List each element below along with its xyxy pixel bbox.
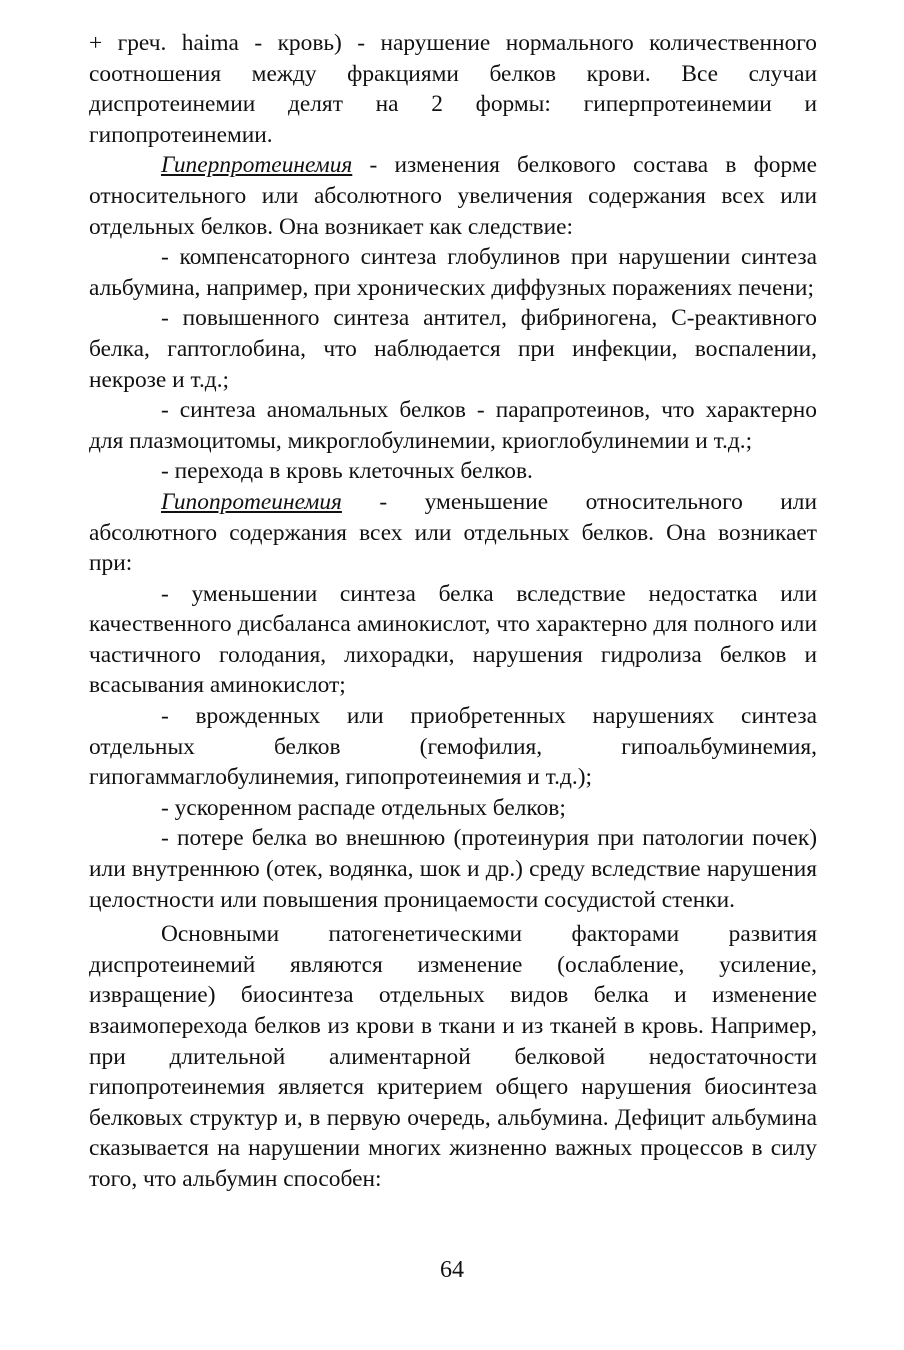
list-item-congenital-disorders: - врожденных или приобретенных нарушениях синтеза отдельных белков (гемофилия, гипоальбуминемия, гипогаммаглобулинемия, гипопротеинемия и т.д.); [89, 703, 817, 791]
paragraph-hyperproteinemia [89, 150, 817, 242]
page-number: 64 [440, 1257, 464, 1283]
list-item-increased-synthesis: - повышенного синтеза антител, фибриногена, С-реактивного белка, гаптоглобина, что наблюдается при инфекции, воспалении, некрозе и т.д.; [89, 305, 817, 393]
page-body [89, 28, 817, 1195]
paragraph-hypoproteinemia [89, 487, 817, 579]
paragraph-pathogenesis: Основными патогенетическими факторами развития диспротеинемий являются изменение (ослабление, усиление, извращение) биосинтеза отдельных видов белка и изменение взаимоперехода белков из крови в ткани и из тканей в кровь. Например, при длительной алиментарной белковой недостаточности гипопротеинемия является критерием общего нарушения биосинтеза белковых структур и, в первую очередь, альбумина. Дефицит альбумина сказывается на нарушении многих жизненно важных процессов в силу того, что альбумин способен: [89, 921, 817, 1192]
term-hyperproteinemia: Гиперпротеинемия [161, 152, 353, 179]
list-item-abnormal-proteins: - синтеза аномальных белков - парапротеинов, что характерно для плазмоцитомы, микроглобулинемии, криоглобулинемии и т.д.; [89, 397, 817, 454]
term-hypoproteinemia: Гипопротеинемия [161, 488, 342, 515]
hyperproteinemia-definition: - изменения белкового состава в форме относительного или абсолютного увеличения содержания всех или отдельных белков. Она возникает как следствие: [89, 152, 817, 240]
list-item-reduced-synthesis: - уменьшении синтеза белка вследствие недостатка или качественного дисбаланса аминокислот, что характерно для полного или частичного голодания, лихорадки, нарушения гидролиза белков и всасывания аминокислот; [89, 580, 817, 699]
paragraph-intro: + греч. haima - кровь) - нарушение нормального количественного соотношения между фракциями белков крови. Все случаи диспротеинемии делят на 2 формы: гиперпротеинемии и гипопротеинемии. [89, 30, 817, 148]
list-item-protein-loss: - потере белка во внешнюю (протеинурия при патологии почек) или внутреннюю (отек, водянка, шок и др.) среду вследствие нарушения целостности или повышения проницаемости сосудистой стенки. [89, 825, 817, 913]
list-item-accelerated-breakdown: - ускоренном распаде отдельных белков; [161, 794, 566, 821]
hypoproteinemia-definition: - уменьшение относительного или абсолютного содержания всех или отдельных белков. Она возникает при: [89, 488, 817, 577]
list-item-compensatory-synthesis: - компенсаторного синтеза глобулинов при нарушении синтеза альбумина, например, при хронических диффузных поражениях печени; [89, 244, 817, 301]
list-item-cell-proteins: - перехода в кровь клеточных белков. [161, 458, 533, 485]
